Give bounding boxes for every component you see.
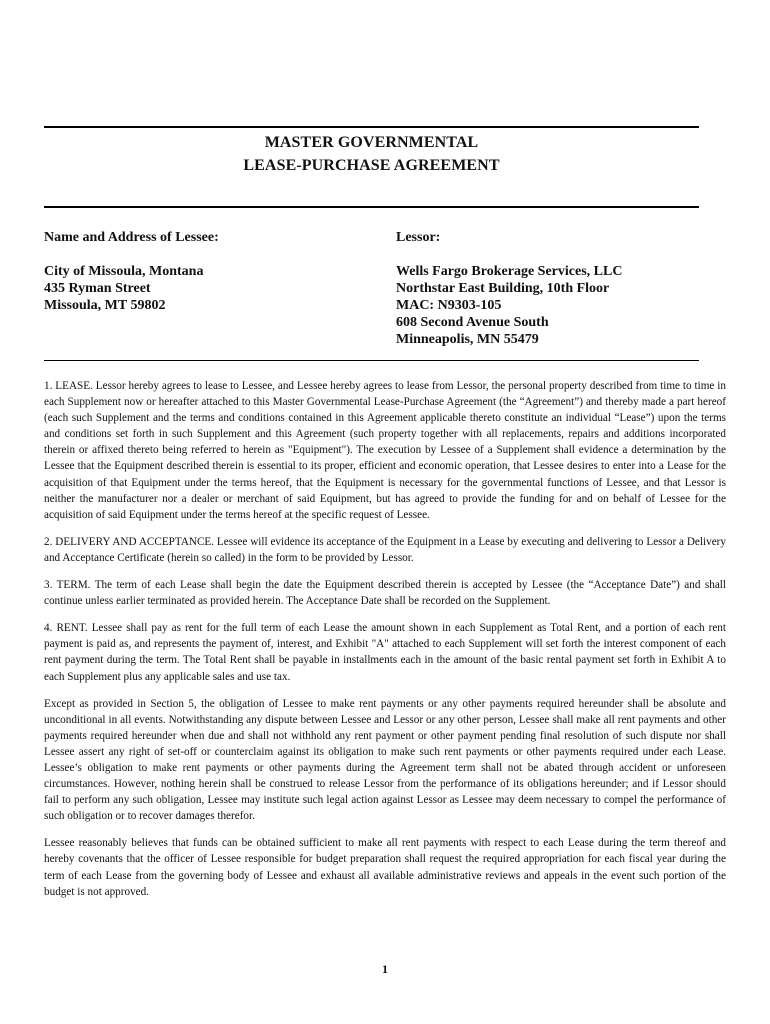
paragraph-appropriation: Lessee reasonably believes that funds can be obtained sufficient to make all rent payments with respect to each Lease during the term thereof and hereby covenants that the officer of Lessee responsible for budget preparation shall request the required appropriation for each fiscal year during the term of each Lease from the governing body of Lessee and exhaust all available administrative reviews and appeals in the event such portion of the budget is not approved.: [44, 837, 726, 898]
lessor-block: [396, 229, 622, 348]
address-bottom-rule: [44, 360, 699, 361]
lessor-mac: MAC: N9303-105: [396, 298, 502, 313]
lessor-city: Minneapolis, MN 55479: [396, 332, 539, 347]
page-number: 1: [382, 962, 388, 976]
paragraph-delivery: 2. DELIVERY AND ACCEPTANCE. Lessee will evidence its acceptance of the Equipment in a Lease by executing and delivering to Lessor a Delivery and Acceptance Certificate (herein so called) in the form to be provided by Lessor.: [44, 535, 726, 564]
agreement-body: [44, 378, 726, 911]
lessee-city: Missoula, MT 59802: [44, 298, 166, 313]
paragraph-lease: 1. LEASE. Lessor hereby agrees to lease to Lessee, and Lessee hereby agrees to lease from Lessor, the personal property described from time to time in each Supplement now or hereafter attached to this Master Governmental Lease-Purchase Agreement (the “Agreement”) and thereby made a part hereof (each such Supplement and the terms and conditions contained in this Agreement applicable thereto constitute an individual “Lease”) upon the terms and conditions set forth in such Supplement and this Agreement (such property together with all replacements, repairs and additions incorporated therein or affixed thereto being referred to herein as "Equipment"). The execution by Lessee of a Supplement shall evidence a determination by the Lessee that the Equipment described therein is essential to its proper, efficient and economic operation, that Lessee desires to enter into a Lease for the acquisition of that Equipment under the terms hereof, that the Equipment is necessary for the governmental functions of Lessee, and that Lessor is neither the manufacturer nor a dealer or merchant of said Equipment, but has agreed to provide the funding for and on behalf of Lessee for the acquisition of said Equipment under the terms hereof at the specific request of Lessee.: [44, 380, 726, 521]
document-title: [44, 131, 699, 177]
lessor-heading: Lessor:: [396, 230, 441, 245]
top-rule: [44, 126, 699, 128]
lessee-block: [44, 229, 219, 314]
title-line-1: MASTER GOVERNMENTAL: [264, 134, 479, 151]
title-bottom-rule: [44, 206, 699, 208]
lessor-street: 608 Second Avenue South: [396, 315, 549, 330]
paragraph-term: 3. TERM. The term of each Lease shall begin the date the Equipment described therein is accepted by Lessee (the “Acceptance Date”) and shall continue unless earlier terminated as provided herein. The Acceptance Date shall be recorded on the Supplement.: [44, 579, 726, 608]
lessor-building: Northstar East Building, 10th Floor: [396, 281, 610, 296]
paragraph-rent: 4. RENT. Lessee shall pay as rent for the full term of each Lease the amount shown in each Supplement as Total Rent, and a portion of each rent payment is paid as, and represents the payment of, interest, and Exhibit "A" attached to each Supplement will set forth the interest component of each rent payment during the term. The Total Rent shall be payable in installments each in the amount of the basic rental payment set forth in Exhibit A to each Supplement plus any applicable sales and use tax.: [44, 622, 726, 683]
lessor-name: Wells Fargo Brokerage Services, LLC: [396, 264, 623, 279]
paragraph-obligation: Except as provided in Section 5, the obligation of Lessee to make rent payments or any other payments required hereunder shall be absolute and unconditional in all events. Notwithstanding any dispute between Lessee and Lessor or any other person, Lessee shall make all rent payments and other payments required hereunder when due and shall not withhold any rent payment or other payment pending final resolution of such dispute nor shall Lessee assert any right of set-off or counterclaim against its obligation to make such rent payments or other payments required under each Lease. Lessee’s obligation to make rent payments or other payments during the Agreement term shall not be abated through accident or unforeseen circumstances. However, nothing herein shall be construed to release Lessor from the performance of its obligations hereunder; and if Lessor should fail to perform any such obligation, Lessee may institute such legal action against Lessor as Lessee may deem necessary to compel the performance of such obligation or to recover damages therefor.: [44, 697, 726, 823]
title-line-2: LEASE-PURCHASE AGREEMENT: [243, 157, 500, 174]
lessee-heading: Name and Address of Lessee:: [44, 230, 219, 245]
lessee-name: City of Missoula, Montana: [44, 264, 204, 279]
lessee-street: 435 Ryman Street: [44, 281, 151, 296]
